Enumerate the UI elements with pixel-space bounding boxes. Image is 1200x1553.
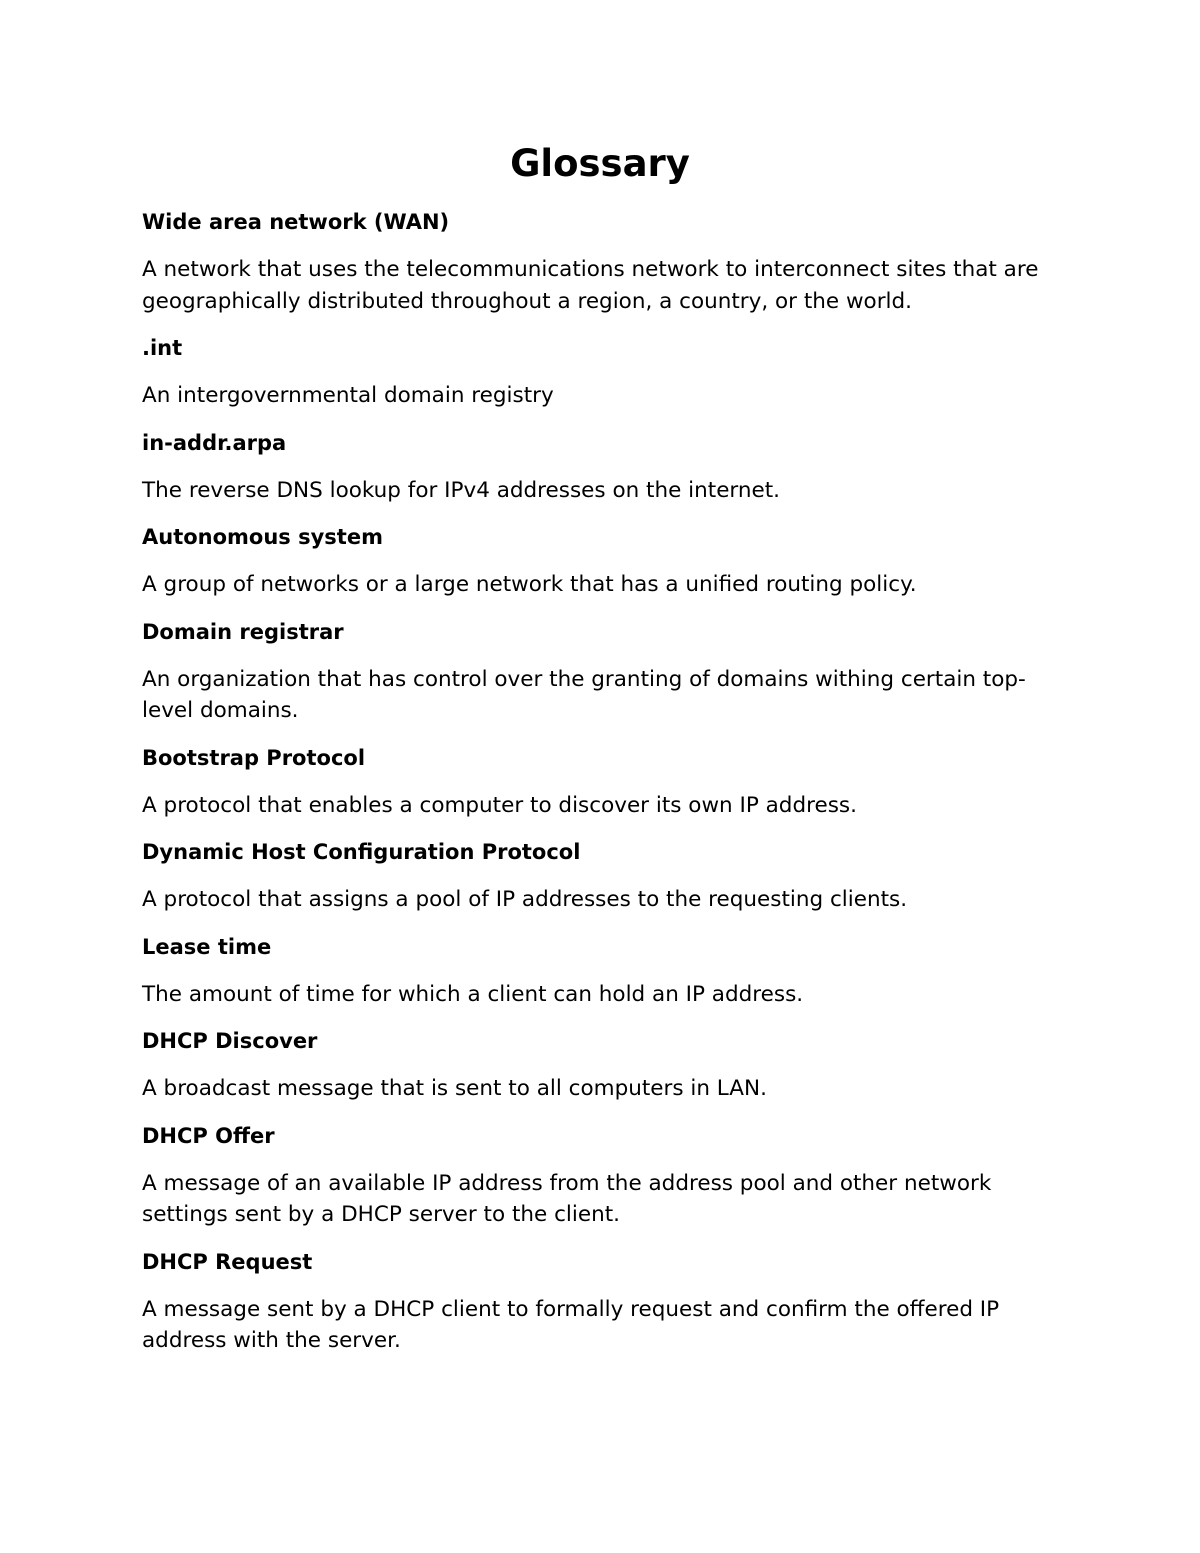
glossary-term: Dynamic Host Configuration Protocol xyxy=(142,840,581,864)
glossary-term: DHCP Offer xyxy=(142,1123,275,1148)
glossary-definition: A protocol that assigns a pool of IP addresses to the requesting clients. xyxy=(142,887,908,912)
glossary-list xyxy=(142,207,1067,1373)
glossary-definition: A broadcast message that is sent to all computers in LAN. xyxy=(142,1076,767,1101)
glossary-term: DHCP Request xyxy=(142,1249,313,1274)
glossary-definition: The reverse DNS lookup for IPv4 addresses on the internet. xyxy=(142,477,781,503)
glossary-entry xyxy=(142,207,1067,317)
glossary-definition: A protocol that enables a computer to discover its own IP address. xyxy=(142,792,857,818)
glossary-entry xyxy=(142,837,1067,916)
glossary-term: Wide area network (WAN) xyxy=(142,210,450,234)
glossary-term: .int xyxy=(142,336,183,360)
glossary-entry xyxy=(142,743,1067,822)
glossary-entry xyxy=(142,522,1067,601)
glossary-entry xyxy=(142,932,1067,1011)
glossary-entry xyxy=(142,333,1067,412)
glossary-term: Bootstrap Protocol xyxy=(142,745,366,770)
glossary-entry xyxy=(142,1247,1067,1357)
glossary-definition: A message of an available IP address from the address pool and other network settings sent by a DHCP server to the client. xyxy=(142,1170,992,1227)
glossary-term: Lease time xyxy=(142,934,272,959)
glossary-definition: The amount of time for which a client can hold an IP address. xyxy=(142,981,804,1007)
glossary-entry xyxy=(142,1026,1067,1105)
glossary-term: in-addr.arpa xyxy=(142,430,287,455)
glossary-definition: A message sent by a DHCP client to formally request and confirm the offered IP address with the server. xyxy=(142,1296,1000,1353)
glossary-definition: A network that uses the telecommunications network to interconnect sites that are geographically distributed throughout a region, a country, or the world. xyxy=(142,257,1039,314)
glossary-definition: A group of networks or a large network that has a unified routing policy. xyxy=(142,572,917,597)
page-title: Glossary xyxy=(510,142,690,185)
glossary-definition: An intergovernmental domain registry xyxy=(142,383,554,408)
glossary-entry xyxy=(142,1121,1067,1231)
glossary-term: DHCP Discover xyxy=(142,1029,318,1053)
glossary-term: Autonomous system xyxy=(142,525,383,549)
glossary-term: Domain registrar xyxy=(142,619,344,644)
glossary-entry xyxy=(142,617,1067,727)
glossary-definition: An organization that has control over the granting of domains withing certain top-level domains. xyxy=(142,666,1026,723)
glossary-entry xyxy=(142,428,1067,507)
